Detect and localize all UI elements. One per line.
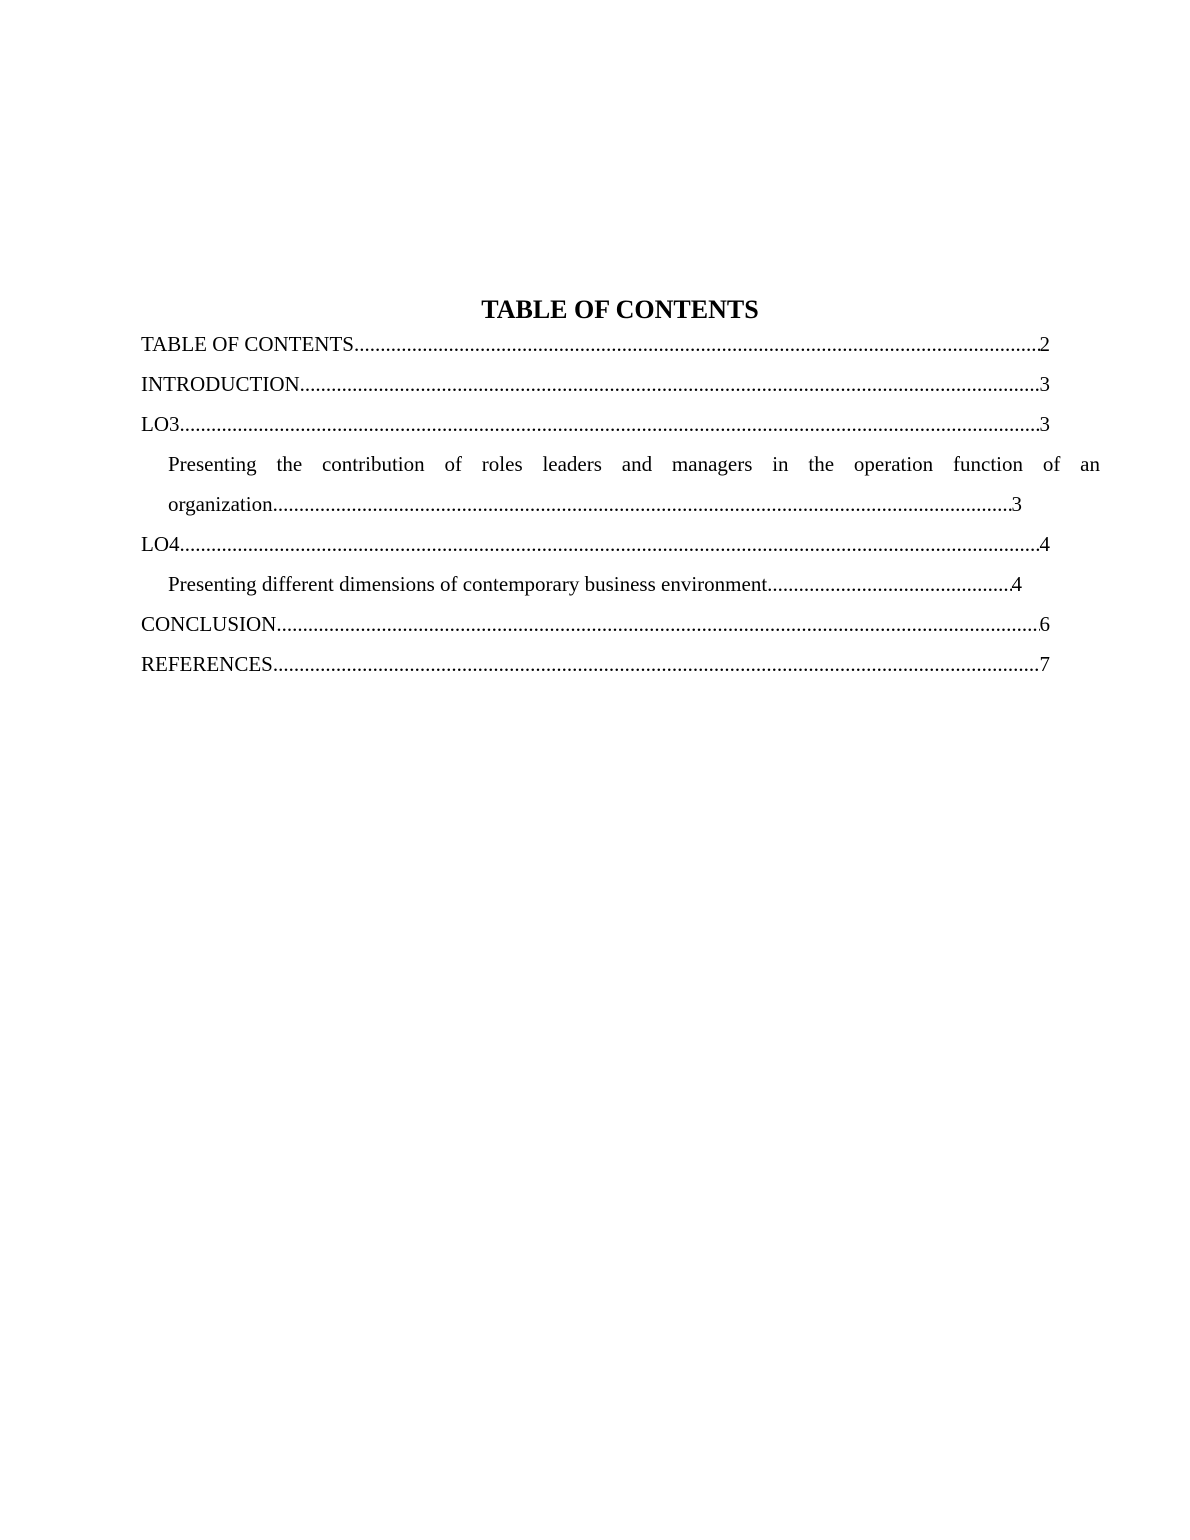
toc-entry-line2[interactable]	[141, 484, 1101, 524]
toc-heading: TABLE OF CONTENTS	[481, 295, 759, 324]
toc-entry-text: TABLE OF CONTENTS	[141, 332, 354, 356]
dot-leader	[273, 484, 1012, 524]
toc-entry[interactable]	[141, 604, 1101, 644]
toc-entry-text: REFERENCES	[141, 652, 273, 676]
dot-leader	[300, 364, 1040, 404]
toc-entry-text: CONCLUSION	[141, 612, 277, 636]
toc-entry-text: LO4	[141, 532, 180, 556]
toc-page-number: 3	[1011, 492, 1022, 516]
toc-entry-text: Presenting the contribution of roles leaders and managers in the operation function of an	[168, 452, 1100, 476]
toc-entry-text: Presenting different dimensions of contemporary business environment	[168, 572, 768, 596]
toc-page-number: 4	[1011, 572, 1022, 596]
toc-list	[141, 324, 1101, 684]
dot-leader	[180, 404, 1040, 444]
dot-leader	[180, 524, 1040, 564]
toc-entry-line1[interactable]	[141, 444, 1101, 484]
toc-entry[interactable]	[141, 564, 1101, 604]
toc-entry-text: INTRODUCTION	[141, 372, 300, 396]
toc-entry-text: LO3	[141, 412, 180, 436]
toc-entry[interactable]	[141, 404, 1101, 444]
toc-page-number: 3	[1039, 372, 1050, 396]
dot-leader	[767, 564, 1011, 604]
dot-leader	[276, 604, 1039, 644]
dot-leader	[273, 644, 1040, 684]
toc-page-number: 6	[1039, 612, 1050, 636]
toc-page-number: 3	[1039, 412, 1050, 436]
toc-entry[interactable]	[141, 324, 1101, 364]
toc-entry[interactable]	[141, 364, 1101, 404]
dot-leader	[354, 324, 1040, 364]
toc-page-number: 7	[1039, 652, 1050, 676]
toc-page-number: 2	[1039, 332, 1050, 356]
toc-entry-text: organization	[168, 492, 273, 516]
toc-entry[interactable]	[141, 644, 1101, 684]
toc-page-number: 4	[1039, 532, 1050, 556]
toc-entry[interactable]	[141, 524, 1101, 564]
